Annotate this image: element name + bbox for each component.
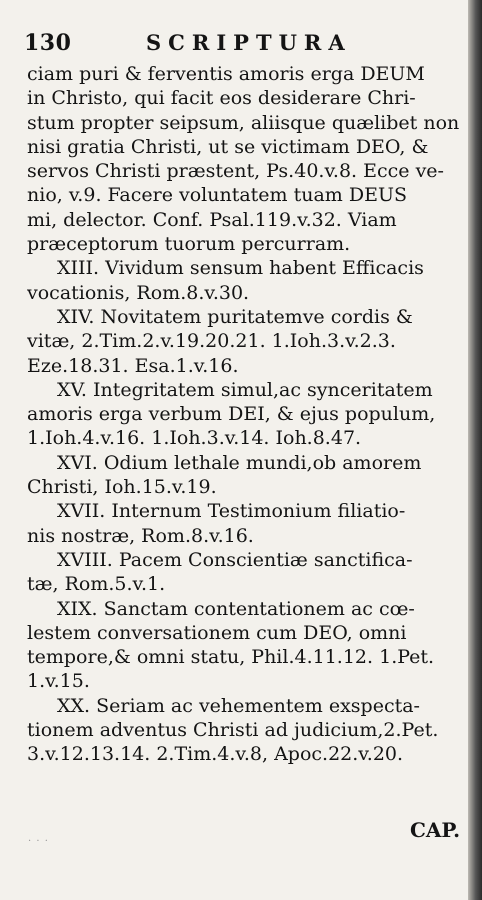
item-xvi: XVI. Odium lethale mundi,ob amorem bbox=[57, 451, 422, 474]
book-binding-edge bbox=[468, 0, 482, 900]
text-line: 1.v.15. bbox=[27, 670, 90, 693]
text-line: nio, v.9. Facere voluntatem tuam DEUS bbox=[27, 184, 407, 207]
item-xviii: XVIII. Pacem Conscientiæ sanctifica- bbox=[57, 548, 413, 571]
text-line: 1.Ioh.4.v.16. 1.Ioh.3.v.14. Ioh.8.47. bbox=[27, 427, 362, 450]
body-text bbox=[27, 62, 465, 767]
page-number: 130 bbox=[24, 30, 72, 56]
catchword: CAP. bbox=[410, 818, 461, 842]
item-xiii: XIII. Vividum sensum habent Efficacis bbox=[57, 257, 424, 280]
text-line: amoris erga verbum DEI, & ejus populum, bbox=[27, 403, 436, 426]
item-xvii: XVII. Internum Testimonium filiatio- bbox=[57, 500, 406, 523]
text-line: nis nostræ, Rom.8.v.16. bbox=[27, 524, 254, 547]
item-xx: XX. Seriam ac vehementem exspecta- bbox=[57, 694, 420, 717]
text-line: Eze.18.31. Esa.1.v.16. bbox=[27, 354, 239, 377]
text-line: in Christo, qui facit eos desiderare Chri- bbox=[27, 87, 416, 110]
text-line: mi, delector. Conf. Psal.119.v.32. Viam bbox=[27, 208, 397, 231]
text-line: tionem adventus Christi ad judicium,2.Pet. bbox=[27, 719, 439, 742]
text-line: servos Christi præstent, Ps.40.v.8. Ecce ve- bbox=[27, 160, 444, 183]
text-line: lestem conversationem cum DEO, omni bbox=[27, 621, 407, 644]
text-line: vocationis, Rom.8.v.30. bbox=[27, 281, 250, 304]
item-xiv: XIV. Novitatem puritatemve cordis & bbox=[57, 305, 413, 328]
text-line: præceptorum tuorum percurram. bbox=[27, 233, 351, 256]
text-line: 3.v.12.13.14. 2.Tim.4.v.8, Apoc.22.v.20. bbox=[27, 743, 404, 766]
text-line: tempore,& omni statu, Phil.4.11.12. 1.Pet. bbox=[27, 646, 435, 669]
text-line: ciam puri & ferventis amoris erga DEUM bbox=[27, 63, 425, 85]
text-line: nisi gratia Christi, ut se victimam DEO, & bbox=[27, 135, 429, 158]
ink-bleed-mark: · · · bbox=[28, 836, 49, 847]
text-line: stum propter seipsum, aliisque quælibet non bbox=[27, 111, 460, 134]
page-header bbox=[24, 30, 464, 58]
item-xv: XV. Integritatem simul,ac synceritatem bbox=[57, 378, 433, 401]
text-line: tæ, Rom.5.v.1. bbox=[27, 573, 166, 596]
text-line: vitæ, 2.Tim.2.v.19.20.21. 1.Ioh.3.v.2.3. bbox=[27, 330, 396, 353]
text-line: Christi, Ioh.15.v.19. bbox=[27, 476, 217, 499]
item-xix: XIX. Sanctam contentationem ac cœ- bbox=[57, 597, 415, 620]
running-head: SCRIPTURA bbox=[146, 30, 352, 55]
